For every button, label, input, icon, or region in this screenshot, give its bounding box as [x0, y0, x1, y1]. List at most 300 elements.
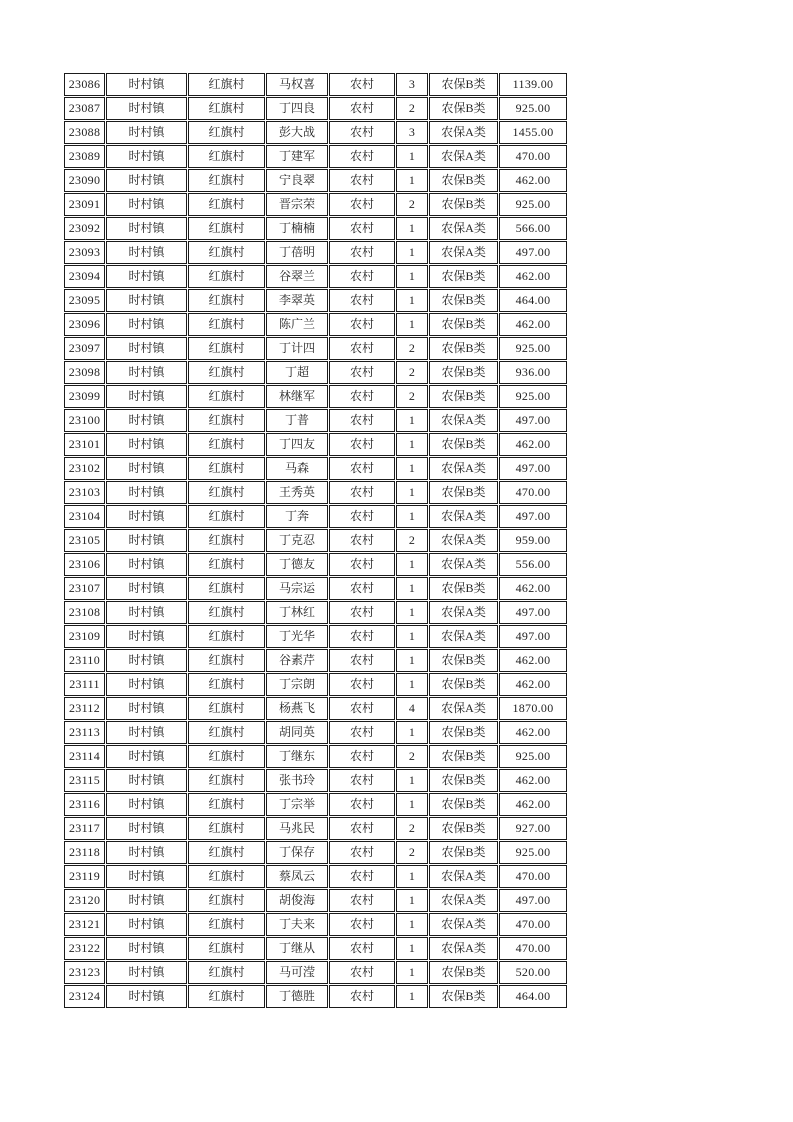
record-id-cell: 23118 — [64, 841, 105, 864]
insurance-category-cell: 农保A类 — [429, 457, 498, 480]
person-count-cell: 2 — [396, 361, 428, 384]
person-name-cell: 彭大战 — [266, 121, 328, 144]
amount-cell: 936.00 — [499, 361, 567, 384]
record-id-cell: 23105 — [64, 529, 105, 552]
village-cell: 红旗村 — [188, 337, 265, 360]
person-name-cell: 丁继从 — [266, 937, 328, 960]
town-cell: 时村镇 — [106, 913, 187, 936]
village-cell: 红旗村 — [188, 721, 265, 744]
record-id-cell: 23092 — [64, 217, 105, 240]
residence-type-cell: 农村 — [329, 577, 395, 600]
insurance-category-cell: 农保A类 — [429, 409, 498, 432]
record-id-cell: 23104 — [64, 505, 105, 528]
town-cell: 时村镇 — [106, 793, 187, 816]
person-name-cell: 丁德友 — [266, 553, 328, 576]
town-cell: 时村镇 — [106, 553, 187, 576]
town-cell: 时村镇 — [106, 289, 187, 312]
record-id-cell: 23100 — [64, 409, 105, 432]
town-cell: 时村镇 — [106, 745, 187, 768]
person-name-cell: 丁继东 — [266, 745, 328, 768]
residence-type-cell: 农村 — [329, 649, 395, 672]
residence-type-cell: 农村 — [329, 601, 395, 624]
town-cell: 时村镇 — [106, 457, 187, 480]
record-id-cell: 23111 — [64, 673, 105, 696]
residence-type-cell: 农村 — [329, 481, 395, 504]
residence-type-cell: 农村 — [329, 985, 395, 1008]
amount-cell: 470.00 — [499, 913, 567, 936]
residence-type-cell: 农村 — [329, 97, 395, 120]
insurance-category-cell: 农保B类 — [429, 769, 498, 792]
insurance-category-cell: 农保B类 — [429, 193, 498, 216]
insurance-category-cell: 农保B类 — [429, 313, 498, 336]
insurance-category-cell: 农保B类 — [429, 433, 498, 456]
insurance-category-cell: 农保A类 — [429, 601, 498, 624]
person-name-cell: 丁夫来 — [266, 913, 328, 936]
person-count-cell: 1 — [396, 937, 428, 960]
table-row — [64, 97, 567, 120]
person-name-cell: 张书玲 — [266, 769, 328, 792]
amount-cell: 464.00 — [499, 985, 567, 1008]
person-name-cell: 丁宗举 — [266, 793, 328, 816]
insurance-category-cell: 农保B类 — [429, 361, 498, 384]
person-count-cell: 3 — [396, 73, 428, 96]
record-id-cell: 23116 — [64, 793, 105, 816]
town-cell: 时村镇 — [106, 145, 187, 168]
residence-type-cell: 农村 — [329, 769, 395, 792]
town-cell: 时村镇 — [106, 433, 187, 456]
table-row — [64, 913, 567, 936]
insurance-category-cell: 农保B类 — [429, 745, 498, 768]
insurance-category-cell: 农保A类 — [429, 529, 498, 552]
amount-cell: 462.00 — [499, 673, 567, 696]
person-count-cell: 1 — [396, 721, 428, 744]
amount-cell: 497.00 — [499, 457, 567, 480]
person-count-cell: 1 — [396, 961, 428, 984]
record-id-cell: 23124 — [64, 985, 105, 1008]
record-id-cell: 23110 — [64, 649, 105, 672]
town-cell: 时村镇 — [106, 889, 187, 912]
person-count-cell: 1 — [396, 409, 428, 432]
insurance-category-cell: 农保B类 — [429, 97, 498, 120]
residence-type-cell: 农村 — [329, 409, 395, 432]
town-cell: 时村镇 — [106, 97, 187, 120]
amount-cell: 464.00 — [499, 289, 567, 312]
insurance-category-cell: 农保A类 — [429, 505, 498, 528]
village-cell: 红旗村 — [188, 889, 265, 912]
record-id-cell: 23112 — [64, 697, 105, 720]
person-count-cell: 1 — [396, 433, 428, 456]
insurance-category-cell: 农保A类 — [429, 625, 498, 648]
amount-cell: 470.00 — [499, 865, 567, 888]
record-id-cell: 23096 — [64, 313, 105, 336]
village-cell: 红旗村 — [188, 697, 265, 720]
person-name-cell: 丁林红 — [266, 601, 328, 624]
table-row — [64, 841, 567, 864]
record-id-cell: 23123 — [64, 961, 105, 984]
amount-cell: 925.00 — [499, 841, 567, 864]
person-count-cell: 1 — [396, 673, 428, 696]
residence-type-cell: 农村 — [329, 721, 395, 744]
village-cell: 红旗村 — [188, 289, 265, 312]
insurance-category-cell: 农保A类 — [429, 553, 498, 576]
residence-type-cell: 农村 — [329, 217, 395, 240]
village-cell: 红旗村 — [188, 577, 265, 600]
insurance-category-cell: 农保B类 — [429, 841, 498, 864]
town-cell: 时村镇 — [106, 697, 187, 720]
table-row — [64, 817, 567, 840]
town-cell: 时村镇 — [106, 241, 187, 264]
village-cell: 红旗村 — [188, 385, 265, 408]
village-cell: 红旗村 — [188, 433, 265, 456]
insurance-category-cell: 农保B类 — [429, 817, 498, 840]
table-row — [64, 553, 567, 576]
table-row — [64, 697, 567, 720]
village-cell: 红旗村 — [188, 601, 265, 624]
village-cell: 红旗村 — [188, 961, 265, 984]
village-cell: 红旗村 — [188, 73, 265, 96]
town-cell: 时村镇 — [106, 961, 187, 984]
residence-type-cell: 农村 — [329, 793, 395, 816]
residence-type-cell: 农村 — [329, 625, 395, 648]
person-count-cell: 1 — [396, 769, 428, 792]
table-row — [64, 73, 567, 96]
record-id-cell: 23106 — [64, 553, 105, 576]
person-count-cell: 1 — [396, 793, 428, 816]
person-name-cell: 丁楠楠 — [266, 217, 328, 240]
table-row — [64, 889, 567, 912]
town-cell: 时村镇 — [106, 625, 187, 648]
table-row — [64, 289, 567, 312]
record-id-cell: 23087 — [64, 97, 105, 120]
insurance-category-cell: 农保A类 — [429, 145, 498, 168]
table-row — [64, 145, 567, 168]
person-name-cell: 王秀英 — [266, 481, 328, 504]
village-cell: 红旗村 — [188, 985, 265, 1008]
residence-type-cell: 农村 — [329, 673, 395, 696]
person-name-cell: 胡同英 — [266, 721, 328, 744]
insurance-category-cell: 农保B类 — [429, 481, 498, 504]
record-id-cell: 23108 — [64, 601, 105, 624]
insurance-category-cell: 农保B类 — [429, 649, 498, 672]
village-cell: 红旗村 — [188, 841, 265, 864]
person-name-cell: 杨燕飞 — [266, 697, 328, 720]
residence-type-cell: 农村 — [329, 433, 395, 456]
residence-type-cell: 农村 — [329, 889, 395, 912]
residence-type-cell: 农村 — [329, 745, 395, 768]
person-count-cell: 2 — [396, 193, 428, 216]
person-count-cell: 3 — [396, 121, 428, 144]
village-cell: 红旗村 — [188, 121, 265, 144]
amount-cell: 1139.00 — [499, 73, 567, 96]
table-row — [64, 265, 567, 288]
town-cell: 时村镇 — [106, 409, 187, 432]
insurance-category-cell: 农保A类 — [429, 865, 498, 888]
record-id-cell: 23095 — [64, 289, 105, 312]
table-row — [64, 937, 567, 960]
town-cell: 时村镇 — [106, 529, 187, 552]
records-table-body — [64, 73, 567, 1008]
residence-type-cell: 农村 — [329, 817, 395, 840]
table-row — [64, 649, 567, 672]
amount-cell: 566.00 — [499, 217, 567, 240]
table-row — [64, 169, 567, 192]
insurance-category-cell: 农保B类 — [429, 577, 498, 600]
village-cell: 红旗村 — [188, 913, 265, 936]
record-id-cell: 23097 — [64, 337, 105, 360]
amount-cell: 462.00 — [499, 649, 567, 672]
residence-type-cell: 农村 — [329, 385, 395, 408]
residence-type-cell: 农村 — [329, 145, 395, 168]
residence-type-cell: 农村 — [329, 169, 395, 192]
insurance-category-cell: 农保B类 — [429, 385, 498, 408]
person-name-cell: 丁计四 — [266, 337, 328, 360]
amount-cell: 462.00 — [499, 265, 567, 288]
person-name-cell: 陈广兰 — [266, 313, 328, 336]
person-name-cell: 马宗运 — [266, 577, 328, 600]
residence-type-cell: 农村 — [329, 529, 395, 552]
town-cell: 时村镇 — [106, 865, 187, 888]
amount-cell: 462.00 — [499, 433, 567, 456]
person-count-cell: 2 — [396, 385, 428, 408]
person-name-cell: 丁四友 — [266, 433, 328, 456]
amount-cell: 462.00 — [499, 721, 567, 744]
record-id-cell: 23107 — [64, 577, 105, 600]
residence-type-cell: 农村 — [329, 553, 395, 576]
person-count-cell: 1 — [396, 865, 428, 888]
table-row — [64, 457, 567, 480]
insurance-category-cell: 农保B类 — [429, 985, 498, 1008]
village-cell: 红旗村 — [188, 817, 265, 840]
town-cell: 时村镇 — [106, 601, 187, 624]
town-cell: 时村镇 — [106, 937, 187, 960]
insurance-category-cell: 农保A类 — [429, 937, 498, 960]
record-id-cell: 23094 — [64, 265, 105, 288]
insurance-category-cell: 农保B类 — [429, 961, 498, 984]
person-count-cell: 2 — [396, 97, 428, 120]
town-cell: 时村镇 — [106, 721, 187, 744]
person-count-cell: 1 — [396, 241, 428, 264]
town-cell: 时村镇 — [106, 169, 187, 192]
insurance-category-cell: 农保B类 — [429, 169, 498, 192]
table-row — [64, 505, 567, 528]
amount-cell: 462.00 — [499, 769, 567, 792]
record-id-cell: 23120 — [64, 889, 105, 912]
village-cell: 红旗村 — [188, 217, 265, 240]
person-count-cell: 2 — [396, 337, 428, 360]
person-name-cell: 晋宗荣 — [266, 193, 328, 216]
insurance-category-cell: 农保A类 — [429, 697, 498, 720]
insurance-category-cell: 农保A类 — [429, 241, 498, 264]
table-row — [64, 865, 567, 888]
village-cell: 红旗村 — [188, 481, 265, 504]
village-cell: 红旗村 — [188, 673, 265, 696]
table-row — [64, 121, 567, 144]
person-count-cell: 2 — [396, 841, 428, 864]
table-row — [64, 721, 567, 744]
town-cell: 时村镇 — [106, 505, 187, 528]
person-count-cell: 1 — [396, 913, 428, 936]
table-row — [64, 985, 567, 1008]
person-name-cell: 丁超 — [266, 361, 328, 384]
person-count-cell: 1 — [396, 553, 428, 576]
insurance-records-table — [63, 72, 568, 1009]
town-cell: 时村镇 — [106, 841, 187, 864]
town-cell: 时村镇 — [106, 361, 187, 384]
residence-type-cell: 农村 — [329, 193, 395, 216]
village-cell: 红旗村 — [188, 97, 265, 120]
town-cell: 时村镇 — [106, 985, 187, 1008]
table-row — [64, 673, 567, 696]
table-row — [64, 481, 567, 504]
person-name-cell: 丁蓓明 — [266, 241, 328, 264]
amount-cell: 462.00 — [499, 313, 567, 336]
record-id-cell: 23122 — [64, 937, 105, 960]
person-count-cell: 1 — [396, 265, 428, 288]
table-row — [64, 313, 567, 336]
person-count-cell: 2 — [396, 817, 428, 840]
table-row — [64, 625, 567, 648]
amount-cell: 520.00 — [499, 961, 567, 984]
table-row — [64, 385, 567, 408]
residence-type-cell: 农村 — [329, 913, 395, 936]
person-count-cell: 1 — [396, 217, 428, 240]
residence-type-cell: 农村 — [329, 361, 395, 384]
record-id-cell: 23088 — [64, 121, 105, 144]
village-cell: 红旗村 — [188, 145, 265, 168]
table-row — [64, 361, 567, 384]
person-count-cell: 2 — [396, 745, 428, 768]
record-id-cell: 23119 — [64, 865, 105, 888]
amount-cell: 925.00 — [499, 337, 567, 360]
village-cell: 红旗村 — [188, 313, 265, 336]
record-id-cell: 23089 — [64, 145, 105, 168]
person-name-cell: 丁宗朗 — [266, 673, 328, 696]
table-row — [64, 529, 567, 552]
village-cell: 红旗村 — [188, 553, 265, 576]
person-name-cell: 林继军 — [266, 385, 328, 408]
town-cell: 时村镇 — [106, 217, 187, 240]
town-cell: 时村镇 — [106, 481, 187, 504]
record-id-cell: 23113 — [64, 721, 105, 744]
table-row — [64, 601, 567, 624]
residence-type-cell: 农村 — [329, 241, 395, 264]
amount-cell: 927.00 — [499, 817, 567, 840]
person-count-cell: 1 — [396, 985, 428, 1008]
town-cell: 时村镇 — [106, 649, 187, 672]
person-name-cell: 谷翠兰 — [266, 265, 328, 288]
person-count-cell: 4 — [396, 697, 428, 720]
amount-cell: 470.00 — [499, 937, 567, 960]
residence-type-cell: 农村 — [329, 865, 395, 888]
person-name-cell: 宁良翠 — [266, 169, 328, 192]
town-cell: 时村镇 — [106, 817, 187, 840]
person-name-cell: 丁克忍 — [266, 529, 328, 552]
insurance-category-cell: 农保B类 — [429, 73, 498, 96]
person-count-cell: 1 — [396, 169, 428, 192]
amount-cell: 497.00 — [499, 601, 567, 624]
residence-type-cell: 农村 — [329, 337, 395, 360]
record-id-cell: 23101 — [64, 433, 105, 456]
amount-cell: 1870.00 — [499, 697, 567, 720]
person-count-cell: 2 — [396, 529, 428, 552]
table-row — [64, 433, 567, 456]
town-cell: 时村镇 — [106, 337, 187, 360]
record-id-cell: 23091 — [64, 193, 105, 216]
residence-type-cell: 农村 — [329, 841, 395, 864]
residence-type-cell: 农村 — [329, 697, 395, 720]
town-cell: 时村镇 — [106, 385, 187, 408]
person-name-cell: 丁保存 — [266, 841, 328, 864]
person-name-cell: 马兆民 — [266, 817, 328, 840]
insurance-category-cell: 农保B类 — [429, 289, 498, 312]
amount-cell: 925.00 — [499, 745, 567, 768]
amount-cell: 925.00 — [499, 385, 567, 408]
amount-cell: 497.00 — [499, 409, 567, 432]
amount-cell: 1455.00 — [499, 121, 567, 144]
insurance-category-cell: 农保A类 — [429, 217, 498, 240]
town-cell: 时村镇 — [106, 313, 187, 336]
person-name-cell: 丁四良 — [266, 97, 328, 120]
record-id-cell: 23102 — [64, 457, 105, 480]
table-row — [64, 217, 567, 240]
table-row — [64, 577, 567, 600]
person-name-cell: 丁光华 — [266, 625, 328, 648]
village-cell: 红旗村 — [188, 649, 265, 672]
person-count-cell: 1 — [396, 889, 428, 912]
table-row — [64, 745, 567, 768]
person-name-cell: 马权喜 — [266, 73, 328, 96]
town-cell: 时村镇 — [106, 121, 187, 144]
record-id-cell: 23117 — [64, 817, 105, 840]
residence-type-cell: 农村 — [329, 961, 395, 984]
amount-cell: 925.00 — [499, 97, 567, 120]
insurance-category-cell: 农保A类 — [429, 913, 498, 936]
residence-type-cell: 农村 — [329, 121, 395, 144]
record-id-cell: 23086 — [64, 73, 105, 96]
amount-cell: 470.00 — [499, 145, 567, 168]
person-count-cell: 1 — [396, 625, 428, 648]
record-id-cell: 23109 — [64, 625, 105, 648]
record-id-cell: 23114 — [64, 745, 105, 768]
amount-cell: 497.00 — [499, 241, 567, 264]
person-name-cell: 马可滢 — [266, 961, 328, 984]
table-row — [64, 409, 567, 432]
table-row — [64, 337, 567, 360]
amount-cell: 497.00 — [499, 505, 567, 528]
record-id-cell: 23090 — [64, 169, 105, 192]
record-id-cell: 23098 — [64, 361, 105, 384]
person-name-cell: 胡俊海 — [266, 889, 328, 912]
residence-type-cell: 农村 — [329, 937, 395, 960]
village-cell: 红旗村 — [188, 409, 265, 432]
village-cell: 红旗村 — [188, 769, 265, 792]
village-cell: 红旗村 — [188, 745, 265, 768]
person-count-cell: 1 — [396, 505, 428, 528]
table-row — [64, 961, 567, 984]
person-count-cell: 1 — [396, 649, 428, 672]
record-id-cell: 23099 — [64, 385, 105, 408]
insurance-category-cell: 农保B类 — [429, 793, 498, 816]
insurance-category-cell: 农保B类 — [429, 265, 498, 288]
residence-type-cell: 农村 — [329, 505, 395, 528]
insurance-category-cell: 农保A类 — [429, 889, 498, 912]
insurance-category-cell: 农保A类 — [429, 121, 498, 144]
residence-type-cell: 农村 — [329, 73, 395, 96]
village-cell: 红旗村 — [188, 265, 265, 288]
table-row — [64, 193, 567, 216]
table-row — [64, 241, 567, 264]
person-name-cell: 李翠英 — [266, 289, 328, 312]
